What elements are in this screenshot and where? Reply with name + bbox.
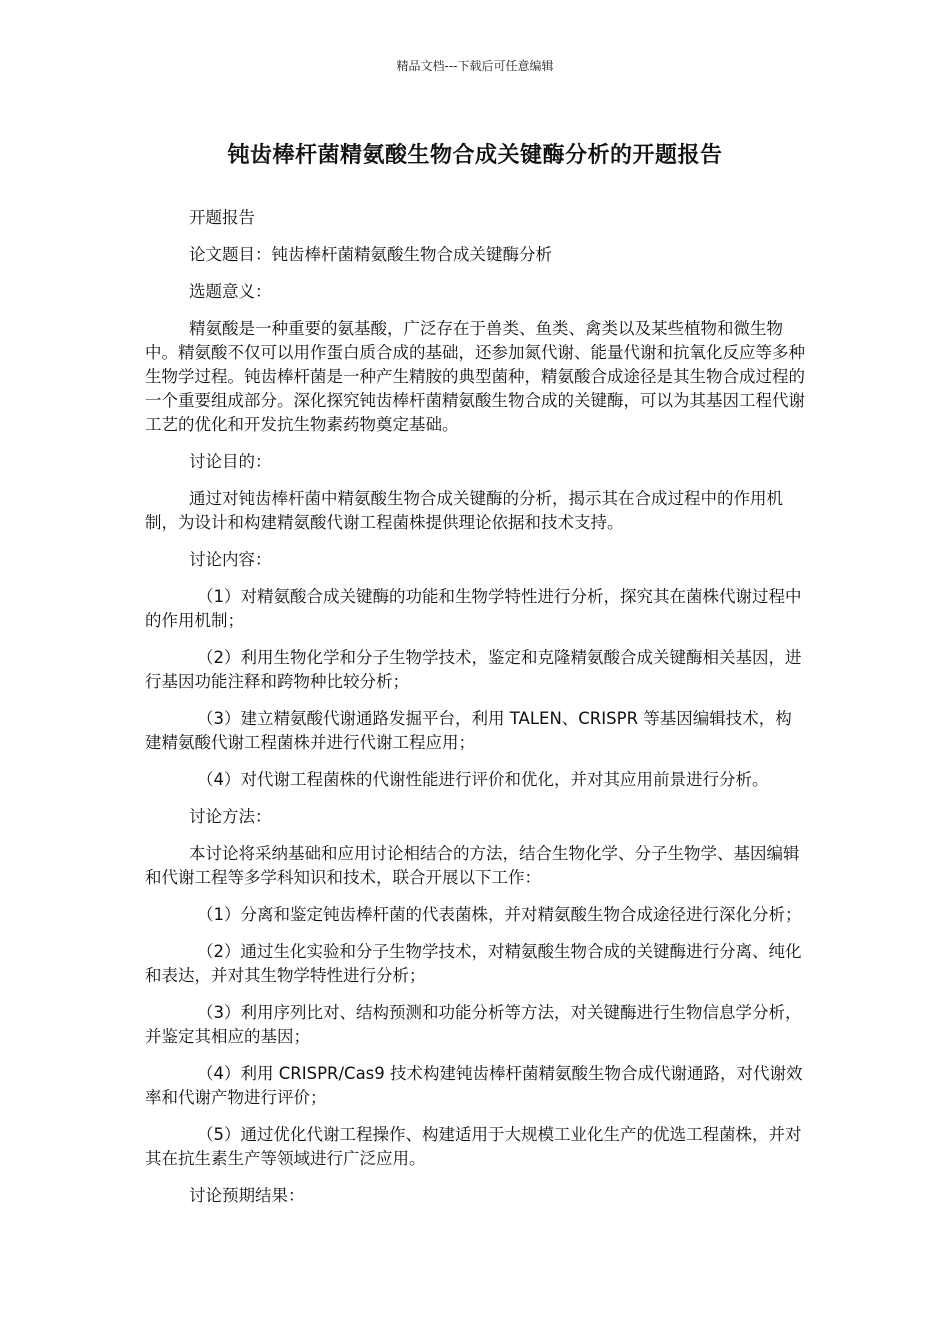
- section-heading-purpose: 讨论目的：: [189, 452, 272, 471]
- page-header: 精品文档---下载后可任意编辑: [396, 59, 554, 73]
- method-paragraph: 本讨论将采纳基础和应用讨论相结合的方法，结合生物化学、分子生物学、基因编辑和代谢工程等多学科知识和技术，联合开展以下工作：: [145, 844, 800, 887]
- method-item-1: （1）分离和鉴定钝齿棒杆菌的代表菌株，并对精氨酸生物合成途径进行深化分析；: [197, 905, 802, 924]
- content-item-3: （3）建立精氨酸代谢通路发掘平台，利用 TALEN、CRISPR 等基因编辑技术，构建精氨酸代谢工程菌株并进行代谢工程应用；: [145, 709, 792, 752]
- method-item-3: （3）利用序列比对、结构预测和功能分析等方法，对关键酶进行生物信息学分析，并鉴定其相应的基因；: [145, 1003, 802, 1046]
- section-heading-method: 讨论方法：: [189, 807, 272, 826]
- section-heading-content: 讨论内容：: [189, 550, 272, 569]
- section-heading-expected-results: 讨论预期结果：: [189, 1186, 305, 1205]
- section-label-report: 开题报告: [189, 208, 255, 227]
- content-item-4: （4）对代谢工程菌株的代谢性能进行评价和优化，并对其应用前景进行分析。: [197, 770, 769, 789]
- content-item-2: （2）利用生物化学和分子生物学技术，鉴定和克隆精氨酸合成关键酶相关基因，进行基因功能注释和跨物种比较分析；: [145, 648, 802, 691]
- purpose-paragraph: 通过对钝齿棒杆菌中精氨酸生物合成关键酶的分析，揭示其在合成过程中的作用机制，为设计和构建精氨酸代谢工程菌株提供理论依据和技术支持。: [145, 489, 783, 532]
- section-heading-significance: 选题意义：: [189, 282, 272, 301]
- method-item-4: （4）利用 CRISPR/Cas9 技术构建钝齿棒杆菌精氨酸生物合成代谢通路，对代谢效率和代谢产物进行评价；: [145, 1064, 803, 1107]
- document-body: [145, 206, 807, 1221]
- content-item-1: （1）对精氨酸合成关键酶的功能和生物学特性进行分析，探究其在菌株代谢过程中的作用机制；: [145, 587, 802, 630]
- significance-paragraph: 精氨酸是一种重要的氨基酸，广泛存在于兽类、鱼类、禽类以及某些植物和微生物中。精氨酸不仅可以用作蛋白质合成的基础，还参加氮代谢、能量代谢和抗氧化反应等多种生物学过程。钝齿棒杆菌是一种产生精胺的典型菌种，精氨酸合成途径是其生物合成过程的一个重要组成部分。深化探究钝齿棒杆菌精氨酸生物合成的关键酶，可以为其基因工程代谢工艺的优化和开发抗生物素药物奠定基础。: [145, 319, 805, 434]
- document-title: 钝齿棒杆菌精氨酸生物合成关键酶分析的开题报告: [227, 143, 723, 168]
- thesis-title-line: 论文题目：钝齿棒杆菌精氨酸生物合成关键酶分析: [189, 245, 552, 264]
- method-item-2: （2）通过生化实验和分子生物学技术，对精氨酸生物合成的关键酶进行分离、纯化和表达，并对其生物学特性进行分析；: [145, 942, 802, 985]
- method-item-5: （5）通过优化代谢工程操作、构建适用于大规模工业化生产的优选工程菌株，并对其在抗生素生产等领域进行广泛应用。: [145, 1125, 802, 1168]
